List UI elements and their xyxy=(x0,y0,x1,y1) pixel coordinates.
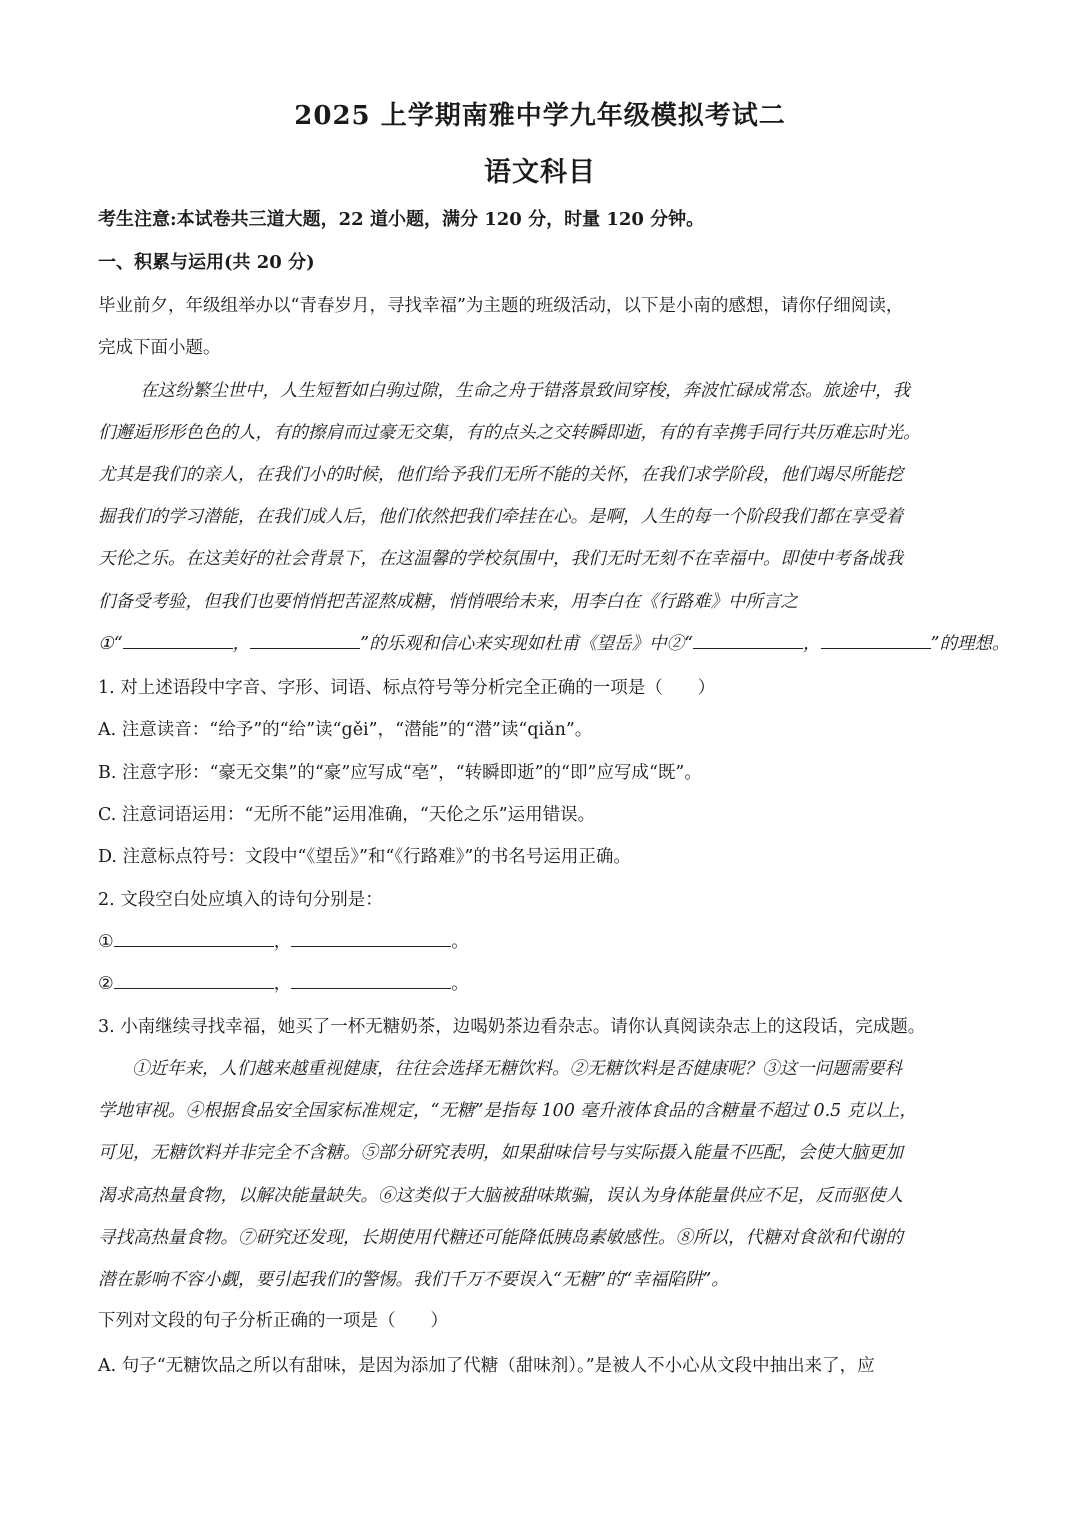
fill-text: ， xyxy=(232,634,251,654)
passage-line: 掘我们的学习潜能，在我们成人后，他们依然把我们牵挂在心。是啊，人生的每一个阶段我们都在享受着 xyxy=(98,507,903,527)
period: 。 xyxy=(451,932,469,952)
answer-blank[interactable] xyxy=(114,974,274,989)
question-1-option-c[interactable]: C. 注意词语运用：“无所不能”运用准确，“天伦之乐”运用错误。 xyxy=(98,805,596,825)
passage-fill-line xyxy=(98,630,1010,655)
question-1-option-a[interactable]: A. 注意读音：“给予”的“给”读“gěi”，“潜能”的“潜”读“qiǎn”。 xyxy=(98,720,593,740)
q3-passage-line: 学地审视。④根据食品安全国家标准规定，“无糖”是指每 100 毫升液体食品的含糖量不超过 0.5 克以上， xyxy=(98,1101,917,1121)
q3-passage-line: 潜在影响不容小觑，要引起我们的警惕。我们千万不要误入“无糖”的“幸福陷阱”。 xyxy=(98,1270,729,1290)
question-2-answer-1 xyxy=(98,928,988,953)
answer-blank[interactable] xyxy=(114,932,274,947)
question-3-stem: 3. 小南继续寻找幸福，她买了一杯无糖奶茶，边喝奶茶边看杂志。请你认真阅读杂志上的这段话，完成题。 xyxy=(98,1017,926,1037)
section-heading: 一、积累与运用(共 20 分) xyxy=(98,252,315,273)
question-1-option-b[interactable]: B. 注意字形：“豪无交集”的“豪”应写成“亳”，“转瞬即逝”的“即”应写成“既”。 xyxy=(98,763,702,783)
period: 。 xyxy=(451,974,469,994)
fill-blank[interactable] xyxy=(123,634,233,649)
passage-line: 天伦之乐。在这美好的社会背景下，在这温馨的学校氛围中，我们无时无刻不在幸福中。即使中考备战我 xyxy=(98,549,903,569)
question-3-option-a[interactable]: A. 句子“无糖饮品之所以有甜味，是因为添加了代糖（甜味剂）。”是被人不小心从文段中抽出来了，应 xyxy=(98,1356,875,1376)
fill-text: ”的理想。 xyxy=(930,634,1010,654)
passage-line: 在这纷繁尘世中，人生短暂如白驹过隙，生命之舟于错落景致间穿梭，奔波忙碌成常态。旅途中，我 xyxy=(140,381,910,401)
q3-passage-line: 寻找高热量食物。⑦研究还发现，长期使用代糖还可能降低胰岛素敏感性。⑧所以，代糖对食欲和代谢的 xyxy=(98,1228,903,1248)
exam-title: 2025 上学期南雅中学九年级模拟考试二 xyxy=(294,101,786,131)
fill-text: ①“ xyxy=(98,634,123,654)
passage-line: 们邂逅形形色色的人，有的擦肩而过豪无交集，有的点头之交转瞬即逝，有的有幸携手同行共历难忘时光。 xyxy=(98,423,921,443)
question-2-answer-2 xyxy=(98,970,988,995)
q3-passage-line: 可见，无糖饮料并非完全不含糖。⑤部分研究表明，如果甜味信号与实际摄入能量不匹配，会使大脑更加 xyxy=(98,1143,903,1163)
fill-blank[interactable] xyxy=(693,634,803,649)
section-intro-line-1: 毕业前夕，年级组举办以“青春岁月，寻找幸福”为主题的班级活动，以下是小南的感想，请你仔细阅读， xyxy=(98,296,904,316)
question-3-question: 下列对文段的句子分析正确的一项是（ ） xyxy=(98,1311,448,1331)
answer-label: ① xyxy=(98,932,114,952)
question-2-stem: 2. 文段空白处应填入的诗句分别是： xyxy=(98,890,383,910)
fill-blank[interactable] xyxy=(821,634,931,649)
comma: ， xyxy=(273,974,292,994)
subject-title: 语文科目 xyxy=(484,157,596,188)
question-1-option-d[interactable]: D. 注意标点符号：文段中“《望岳》”和“《行路难》”的书名号运用正确。 xyxy=(98,847,631,867)
comma: ， xyxy=(273,932,292,952)
section-intro-line-2: 完成下面小题。 xyxy=(98,338,221,358)
passage-line: 尤其是我们的亲人，在我们小的时候，他们给予我们无所不能的关怀，在我们求学阶段，他们竭尽所能挖 xyxy=(98,465,903,485)
fill-text: ”的乐观和信心来实现如杜甫《望岳》中②“ xyxy=(360,634,694,654)
answer-label: ② xyxy=(98,974,114,994)
passage-line: 们备受考验，但我们也要悄悄把苦涩熬成糖，悄悄喂给未来，用李白在《行路难》中所言之 xyxy=(98,592,798,612)
answer-blank[interactable] xyxy=(291,974,451,989)
question-1-stem: 1. 对上述语段中字音、字形、词语、标点符号等分析完全正确的一项是（ ） xyxy=(98,678,716,698)
q3-passage-line: ①近年来，人们越来越重视健康，往往会选择无糖饮料。②无糖饮料是否健康呢？③这一问题需要科 xyxy=(132,1059,902,1079)
answer-blank[interactable] xyxy=(291,932,451,947)
q3-passage-line: 渴求高热量食物，以解决能量缺失。⑥这类似于大脑被甜味欺骗，误认为身体能量供应不足，反而驱使人 xyxy=(98,1186,903,1206)
exam-notice: 考生注意:本试卷共三道大题，22 道小题，满分 120 分，时量 120 分钟。 xyxy=(98,209,705,230)
fill-text: ， xyxy=(803,634,821,654)
fill-blank[interactable] xyxy=(250,634,360,649)
